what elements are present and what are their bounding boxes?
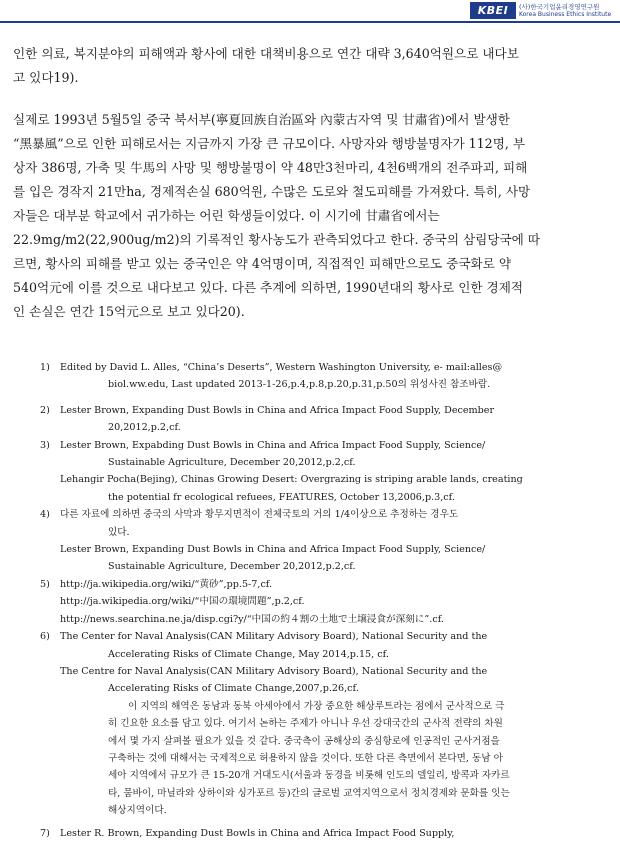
footnote-line: Accelerating Risks of Climate Change,2007,p.26,cf. [108,683,359,695]
footnote-paragraph: 이 지역의 해역은 동남과 동북 아세아에서 가장 중요한 해상루트라는 점에서 군사적으로 극 히 긴요한 요소를 담고 있다. 여기서 논하는 주제가 아니나 우선 강대국간의 군사적 전략의 차원 에서 몇 가지 살펴볼 필요가 있을 것 같다. 중국측이 공해상의 중심항로에 인공적인 군사거점을 구축하는 것에 대해서는 국제적으로 허용하지 않을 것이다. 또한 다른 측면에서 본다면, 동남 아 세아 지역에서 규모가 큰 15-20개 거대도시(서울과 동경을 비롯해 인도의 델일리, 방콕과 자카르 타, 뭄바이, 마닐라와 상하이와 싱가포르 등)간의 글로벌 교역지역으로서 정치경제와 문화를 잇는 해상지역이다. [108,700,510,817]
footnote-number: 4) [40,509,50,521]
footnote-2 [40,402,605,437]
body-text [13,42,608,324]
footnote-line: 20,2012,p.2,cf. [108,422,181,434]
footnote-number: 1) [40,362,50,373]
header-rule [0,21,620,23]
org-name-korean: (사)한국기업윤리경영연구원 [519,3,600,11]
footnote-line: Edited by David L. Alles, “China’s Deserts”, Western Washington University, e- mail:alles@ [60,362,503,373]
footnote-number: 6) [40,631,50,643]
footnote-5 [40,576,605,628]
footnote-1 [40,359,605,394]
paragraph-1: 인한 의료, 복지분야의 피해액과 황사에 대한 대책비용으로 연간 대략 3,640억원으로 내다보 고 있다19). [13,46,519,85]
footnote-line: Lester Brown, Expabding Dust Bowls in China and Africa Impact Food Supply, Science/ [60,439,486,451]
page-header [0,0,620,24]
footnote-line: biol.ww.edu, Last updated 2013-1-26,p.4,p.8,p.20,p.31,p.50의 위성사진 참조바람. [108,379,491,391]
footnote-line: Sustainable Agriculture, December 20,2012,p.2,cf. [108,561,356,573]
footnote-line: The Center for Naval Analysis(CAN Military Advisory Board), National Security and the [60,631,488,643]
footnote-number: 7) [40,827,50,839]
paragraph-2: 실제로 1993년 5월5일 중국 북서부(寧夏回族自治區와 內蒙古자역 및 甘肅省)에서 발생한 “黑暴風”으로 인한 피해로서는 지금까지 가장 큰 규모이다. 사망자와 행방불명자가 112명, 부 상자 386명, 가축 및 牛馬의 사망 및 행방불명이 약 48만3천마리, 4천6백개의 전주파괴, 피해 를 입은 경작지 21만ha, 경제적손실 680억원, 수많은 도로와 철도피해를 가져왔다. 특히, 사망 자들은 대부분 학교에서 귀가하는 어린 학생들이었다. 이 시기에 甘肅省에서는 22.9mg/m2(22,900ug/m2)의 기록적인 황사농도가 관측되었다고 한다. 중국의 삼림당국에 따 르면, 황사의 피해를 받고 있는 중국인은 약 4억명이며, 직접적인 피해만으로도 중국화로 약 540억元에 이를 것으로 내다보고 있다. 다른 추계에 의하면, 1990년대의 황사로 인한 경제적 인 손실은 연간 15억元으로 보고 있다20). [13,112,540,319]
footnote-line: 다른 자료에 의하면 중국의 사막과 황무지면적이 전체국토의 거의 1/4이상으로 추정하는 경우도 [60,509,459,521]
footnote-number: 3) [40,439,50,451]
footnote-3 [40,437,605,507]
footnote-number: 2) [40,404,50,416]
footnote-line: http://news.searchina.ne.ja/disp.cgi?y/“中国の約４割の土地で土壌浸食が深刻に”.cf. [60,613,444,625]
footnote-line: the potential fr ecological refuees, FEATURES, October 13,2006,p.3,cf. [108,491,455,503]
footnote-line: Lester Brown, Expanding Dust Bowls in China and Africa Impact Food Supply, December [60,404,495,416]
kbei-logo: KBEI [470,2,516,19]
footnote-line: 있다. [108,526,130,538]
footnote-line: Sustainable Agriculture, December 20,2012,p.2,cf. [108,457,356,469]
footnote-line: http://ja.wikipedia.org/wiki/“黄砂”,pp.5-7,cf. [60,578,273,590]
footnote-line: Lehangir Pocha(Bejing), Chinas Growing Desert: Overgrazing is striping arable lands, creating [60,474,523,486]
footnote-line: Lester Brown, Expanding Dust Bowls in China and Africa Impact Food Supply, Science/ [60,544,486,556]
footnote-number: 5) [40,578,50,590]
footnote-line: http://ja.wikipedia.org/wiki/“中国の環境問題”,p.2,cf. [60,596,305,608]
footnote-line: The Centre for Naval Analysis(CAN Military Advisory Board), National Security and the [60,665,488,677]
footnote-line: Lester R. Brown, Expanding Dust Bowls in China and Africa Impact Food Supply, [60,827,455,839]
footnote-6 [40,628,605,819]
footnotes [40,359,605,842]
org-name-english: Korea Business Ethics Institute [519,11,612,18]
footnote-7 [40,825,605,842]
footnote-line: Accelerating Risks of Climate Change, May 2014,p.15, cf. [108,648,389,660]
footnote-4 [40,506,605,576]
